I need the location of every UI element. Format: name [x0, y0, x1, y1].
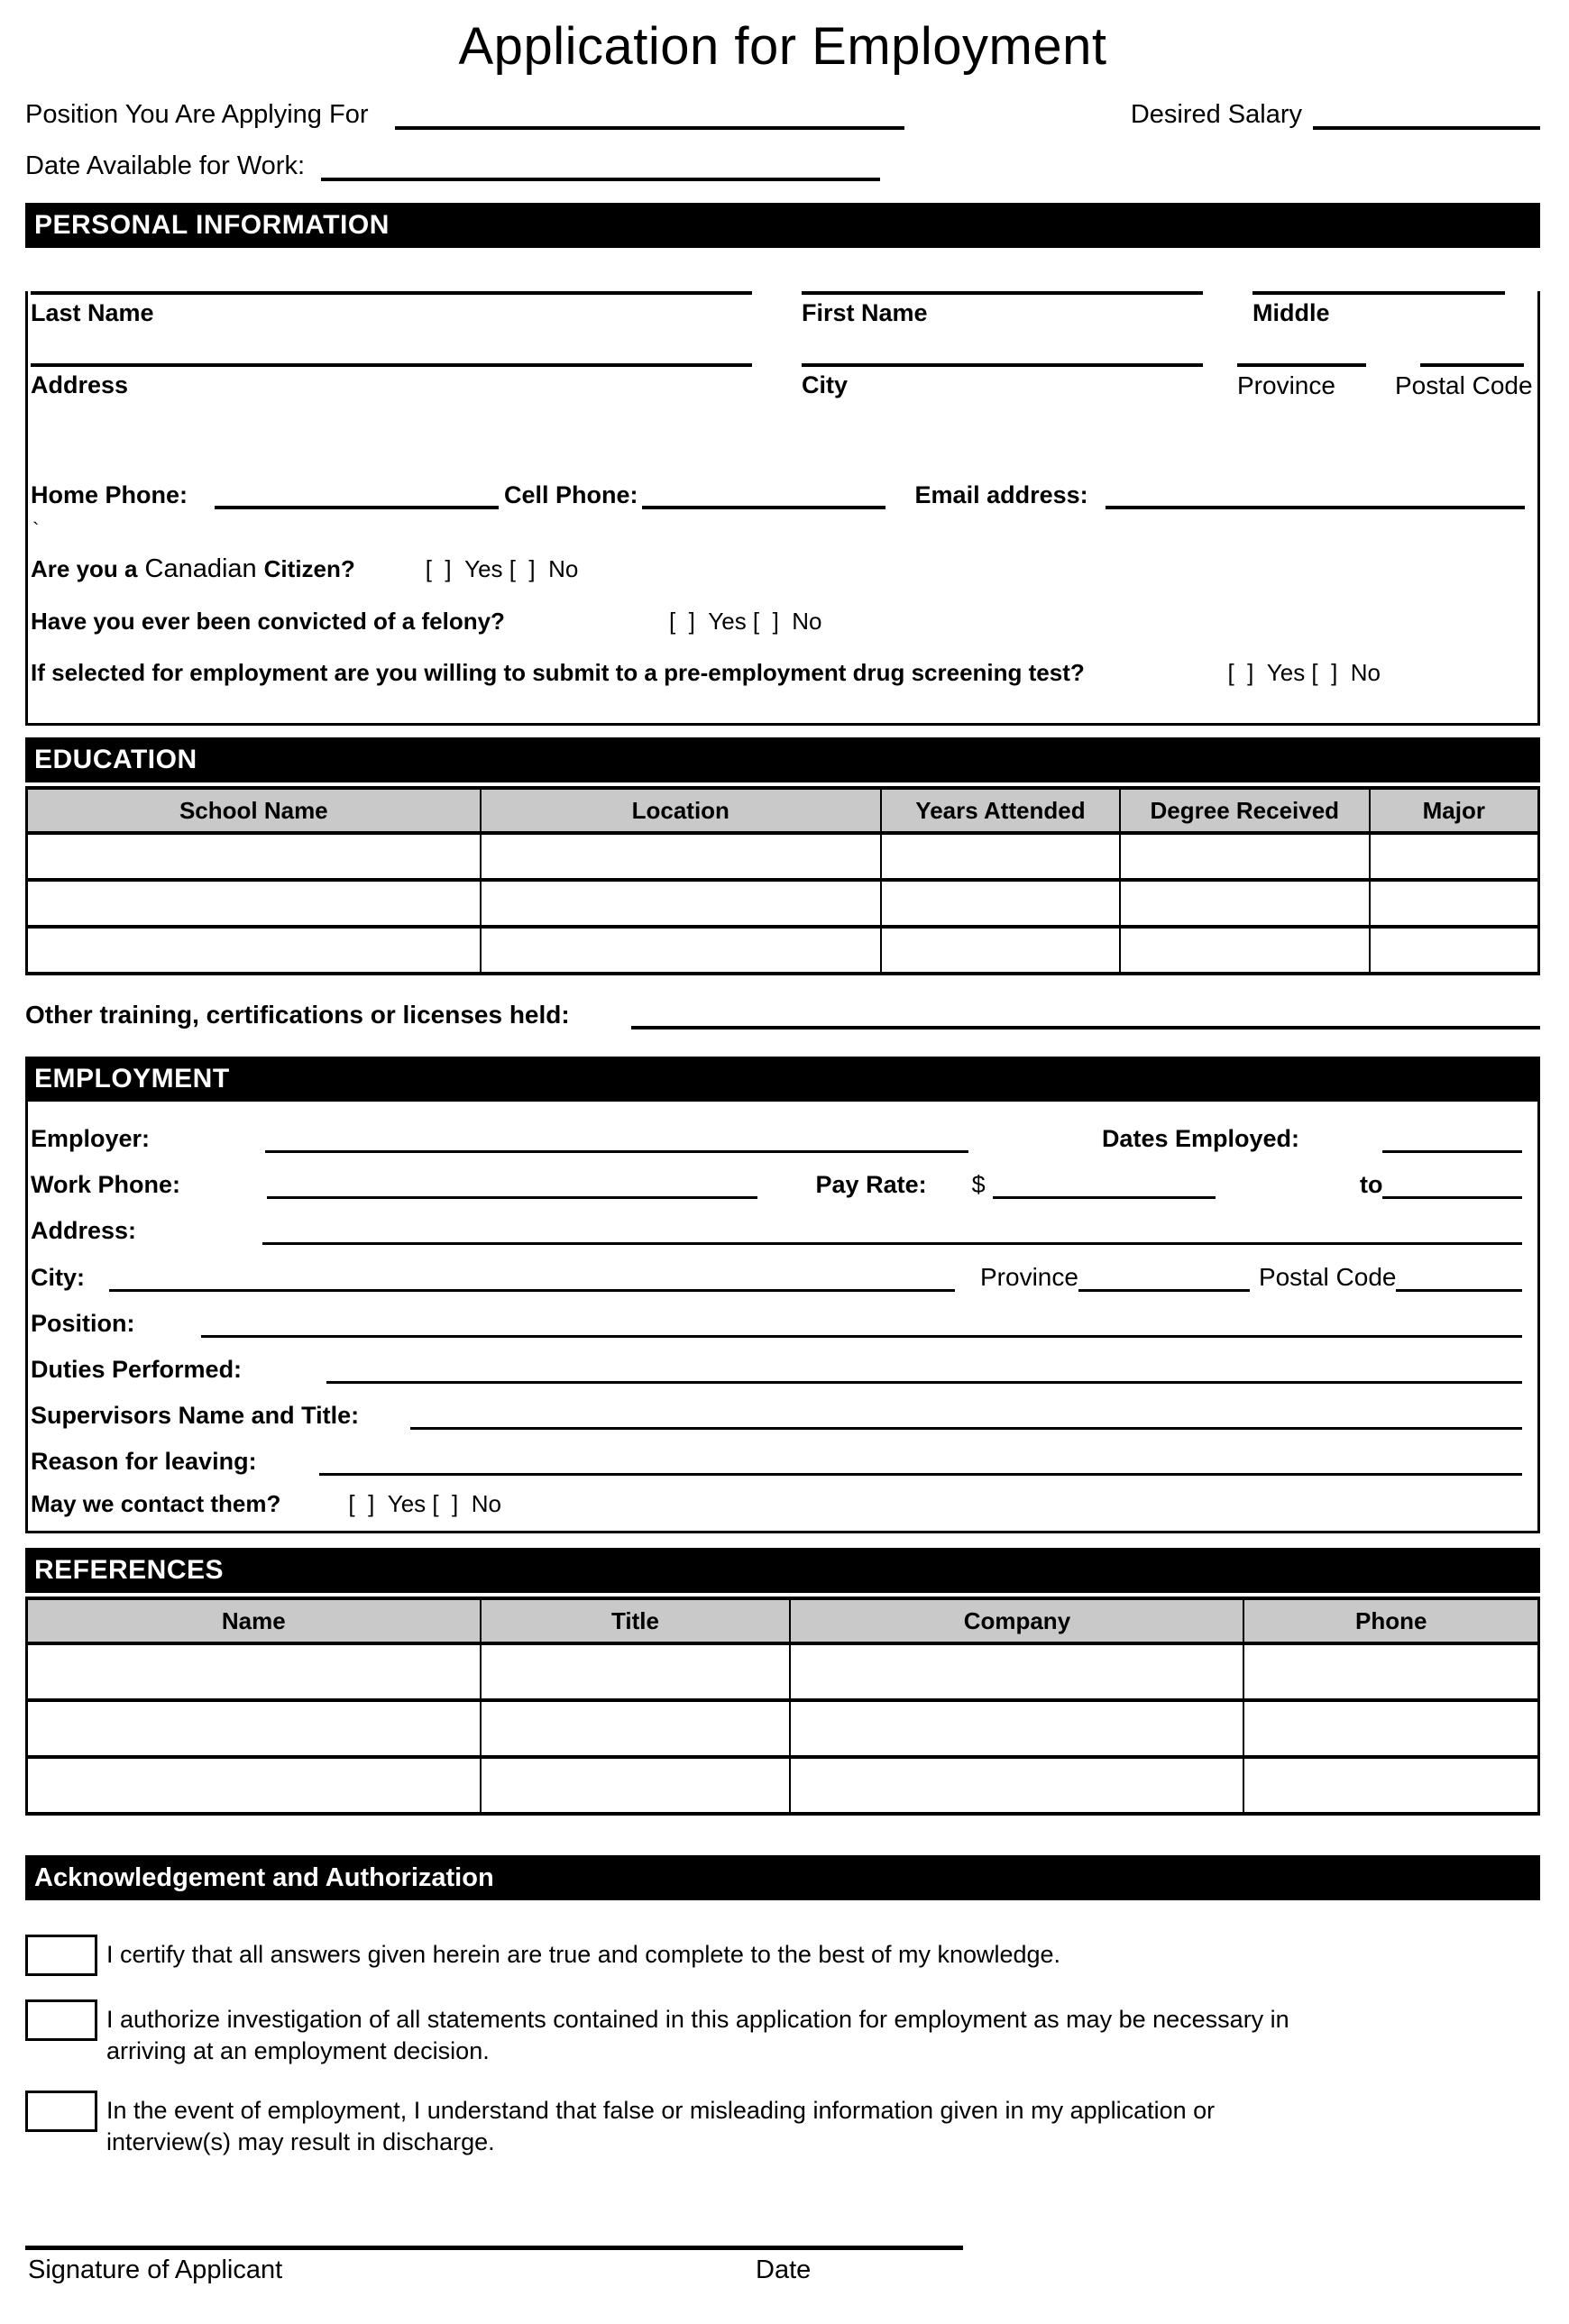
application-form-page [0, 16, 1569, 2324]
discharge-statement [25, 2091, 1540, 2158]
references-header-row [27, 1598, 1539, 1643]
position-held-label: Position: [31, 1310, 135, 1337]
acknowledgement-section-header: Acknowledgement and Authorization [25, 1855, 1540, 1900]
education-col-school-name: School Name [27, 788, 481, 833]
employer-address-row [31, 1217, 1522, 1245]
position-applying-label: Position You Are Applying For [25, 100, 369, 129]
may-we-contact-label: May we contact them? [31, 1490, 281, 1517]
duties-performed-label: Duties Performed: [31, 1356, 243, 1383]
references-cell[interactable] [481, 1643, 791, 1700]
employer-row [31, 1125, 1522, 1153]
other-training-row [25, 1001, 1540, 1029]
certify-statement-text: I certify that all answers given herein are true and complete to the best of my knowledge. [106, 1941, 1061, 1968]
felony-yes-no-checkboxes[interactable]: [ ] Yes [ ] No [668, 608, 822, 635]
middle-name-field[interactable] [1252, 291, 1505, 327]
position-held-input-line[interactable] [201, 1332, 1523, 1338]
references-row [27, 1643, 1539, 1700]
first-name-label: First Name [802, 299, 928, 326]
employer-address-label: Address: [31, 1217, 137, 1244]
education-table [25, 786, 1540, 975]
education-cell[interactable] [481, 880, 881, 927]
first-name-field[interactable] [802, 291, 1203, 327]
references-cell[interactable] [27, 1700, 481, 1757]
citizen-yes-no-checkboxes[interactable]: [ ] Yes [ ] No [425, 555, 579, 582]
other-training-input-line[interactable] [631, 1024, 1540, 1029]
education-row [27, 927, 1539, 974]
date-label: Date [756, 2255, 812, 2284]
felony-question-row [31, 608, 1525, 636]
last-name-field[interactable] [31, 291, 752, 327]
supervisor-name-title-label: Supervisors Name and Title: [31, 1402, 360, 1429]
position-row [31, 1310, 1522, 1338]
references-cell[interactable] [27, 1757, 481, 1814]
name-fields-row [31, 291, 1525, 327]
education-col-degree-received: Degree Received [1120, 788, 1370, 833]
discharge-checkbox[interactable] [25, 2091, 97, 2132]
address-label: Address [31, 371, 129, 398]
province-field[interactable] [1237, 363, 1366, 400]
other-training-label: Other training, certifications or licenses held: [25, 1001, 570, 1029]
desired-salary-input-line[interactable] [1313, 123, 1540, 130]
education-row [27, 880, 1539, 927]
last-name-label: Last Name [31, 299, 154, 326]
references-col-company: Company [790, 1598, 1243, 1643]
reason-for-leaving-input-line[interactable] [319, 1470, 1522, 1476]
email-address-label: Email address: [914, 481, 1088, 508]
references-section-header: REFERENCES [25, 1548, 1540, 1593]
references-cell[interactable] [1243, 1643, 1538, 1700]
education-cell[interactable] [1120, 833, 1370, 880]
supervisor-row [31, 1402, 1522, 1430]
references-cell[interactable] [1243, 1757, 1538, 1814]
employment-box [25, 1102, 1540, 1533]
references-cell[interactable] [790, 1757, 1243, 1814]
references-col-name: Name [27, 1598, 481, 1643]
work-phone-input-line[interactable] [267, 1194, 757, 1199]
top-fields-row-2 [25, 151, 1540, 181]
date-available-input-line[interactable] [321, 174, 880, 181]
work-phone-row [31, 1171, 1522, 1199]
postal-code-field[interactable] [1395, 363, 1533, 400]
supervisor-name-title-input-line[interactable] [410, 1424, 1522, 1430]
authorize-checkbox[interactable] [25, 1999, 97, 2041]
city-field[interactable] [802, 363, 1203, 400]
education-cell[interactable] [1120, 927, 1370, 974]
references-table [25, 1597, 1540, 1816]
signature-input-line[interactable] [25, 2245, 963, 2250]
references-col-title: Title [481, 1598, 791, 1643]
references-cell[interactable] [790, 1643, 1243, 1700]
employer-postal-code-label: Postal Code [1258, 1263, 1397, 1291]
dates-employed-from-line[interactable] [1382, 1148, 1522, 1153]
authorize-statement [25, 1999, 1540, 2067]
employment-section-header: EMPLOYMENT [25, 1057, 1540, 1102]
references-row [27, 1757, 1539, 1814]
references-cell[interactable] [481, 1757, 791, 1814]
email-address-input-line[interactable] [1106, 504, 1525, 509]
education-cell[interactable] [27, 880, 481, 927]
certify-checkbox[interactable] [25, 1935, 97, 1976]
drug-test-question-label: If selected for employment are you willing to submit to a pre-employment drug screening test? [31, 659, 1085, 686]
position-applying-input-line[interactable] [395, 123, 904, 130]
date-available-label: Date Available for Work: [25, 151, 306, 180]
address-fields-row [31, 363, 1533, 400]
felony-question-label: Have you ever been convicted of a felony? [31, 608, 505, 635]
education-cell[interactable] [1370, 833, 1539, 880]
pay-rate-input-line[interactable] [993, 1194, 1216, 1199]
education-header-row [27, 788, 1539, 833]
desired-salary-label: Desired Salary [1130, 100, 1302, 129]
work-phone-label: Work Phone: [31, 1171, 181, 1198]
page-title: Application for Employment [458, 17, 1107, 76]
pay-rate-to-label: to [1359, 1171, 1383, 1198]
currency-sign: $ [971, 1171, 986, 1198]
authorize-statement-text: I authorize investigation of all statements contained in this application for employment as may be necessary in arriving at an employment decision. [106, 2006, 1289, 2064]
education-section-header: EDUCATION [25, 737, 1540, 782]
certify-statement [25, 1935, 1540, 1976]
citizen-question-suffix: Citizen? [263, 555, 355, 582]
employer-input-line[interactable] [265, 1148, 968, 1153]
education-col-years-attended: Years Attended [881, 788, 1120, 833]
education-cell[interactable] [27, 927, 481, 974]
stray-mark: ` [32, 518, 40, 541]
contact-question-row [31, 1490, 1522, 1518]
citizen-question-prefix: Are you a [31, 555, 138, 582]
province-label: Province [1237, 371, 1335, 399]
references-row [27, 1700, 1539, 1757]
pay-rate-label: Pay Rate: [815, 1171, 927, 1198]
references-cell[interactable] [481, 1700, 791, 1757]
signature-of-applicant-label: Signature of Applicant [28, 2255, 283, 2284]
employer-city-input-line[interactable] [109, 1286, 955, 1292]
drug-test-yes-no-checkboxes[interactable]: [ ] Yes [ ] No [1227, 659, 1381, 686]
employer-city-label: City: [31, 1264, 85, 1291]
education-cell[interactable] [481, 927, 881, 974]
contact-yes-no-checkboxes[interactable]: [ ] Yes [ ] No [348, 1490, 501, 1517]
education-cell[interactable] [881, 880, 1120, 927]
education-cell[interactable] [881, 927, 1120, 974]
drug-test-question-row [31, 659, 1525, 687]
home-phone-input-line[interactable] [215, 504, 499, 509]
references-cell[interactable] [1243, 1700, 1538, 1757]
employer-province-input-line[interactable] [1078, 1286, 1250, 1292]
middle-name-label: Middle [1252, 299, 1330, 326]
home-phone-label: Home Phone: [31, 481, 188, 508]
reason-leaving-row [31, 1448, 1522, 1476]
address-field[interactable] [31, 363, 752, 400]
education-cell[interactable] [27, 833, 481, 880]
signature-labels-row [25, 2255, 1540, 2292]
city-label: City [802, 371, 849, 398]
employer-label: Employer: [31, 1125, 151, 1152]
employer-province-label: Province [980, 1263, 1078, 1291]
phone-fields-row [31, 481, 1525, 509]
dates-employed-label: Dates Employed: [1101, 1125, 1299, 1152]
personal-information-box [25, 291, 1540, 726]
postal-code-label: Postal Code [1395, 371, 1533, 399]
education-cell[interactable] [481, 833, 881, 880]
discharge-statement-text: In the event of employment, I understand that false or misleading information given in my application or interview(s) may result in discharge. [106, 2097, 1216, 2155]
references-cell[interactable] [27, 1643, 481, 1700]
education-cell[interactable] [1120, 880, 1370, 927]
cell-phone-input-line[interactable] [642, 504, 885, 509]
citizen-question-country: Canadian [144, 554, 257, 583]
education-cell[interactable] [1370, 880, 1539, 927]
top-fields-row-1 [25, 100, 1540, 130]
dates-employed-to-line[interactable] [1382, 1194, 1522, 1199]
references-cell[interactable] [790, 1700, 1243, 1757]
education-col-major: Major [1370, 788, 1539, 833]
education-cell[interactable] [881, 833, 1120, 880]
education-row [27, 833, 1539, 880]
citizen-question-row [31, 554, 1525, 584]
cell-phone-label: Cell Phone: [504, 481, 638, 508]
education-col-location: Location [481, 788, 881, 833]
education-cell[interactable] [1370, 927, 1539, 974]
references-col-phone: Phone [1243, 1598, 1538, 1643]
employer-address-input-line[interactable] [262, 1240, 1522, 1245]
employer-city-row [31, 1263, 1522, 1292]
duties-performed-input-line[interactable] [326, 1378, 1522, 1384]
personal-information-section-header: PERSONAL INFORMATION [25, 203, 1540, 248]
employer-postal-code-input-line[interactable] [1396, 1286, 1522, 1292]
duties-row [31, 1356, 1522, 1384]
reason-for-leaving-label: Reason for leaving: [31, 1448, 257, 1475]
